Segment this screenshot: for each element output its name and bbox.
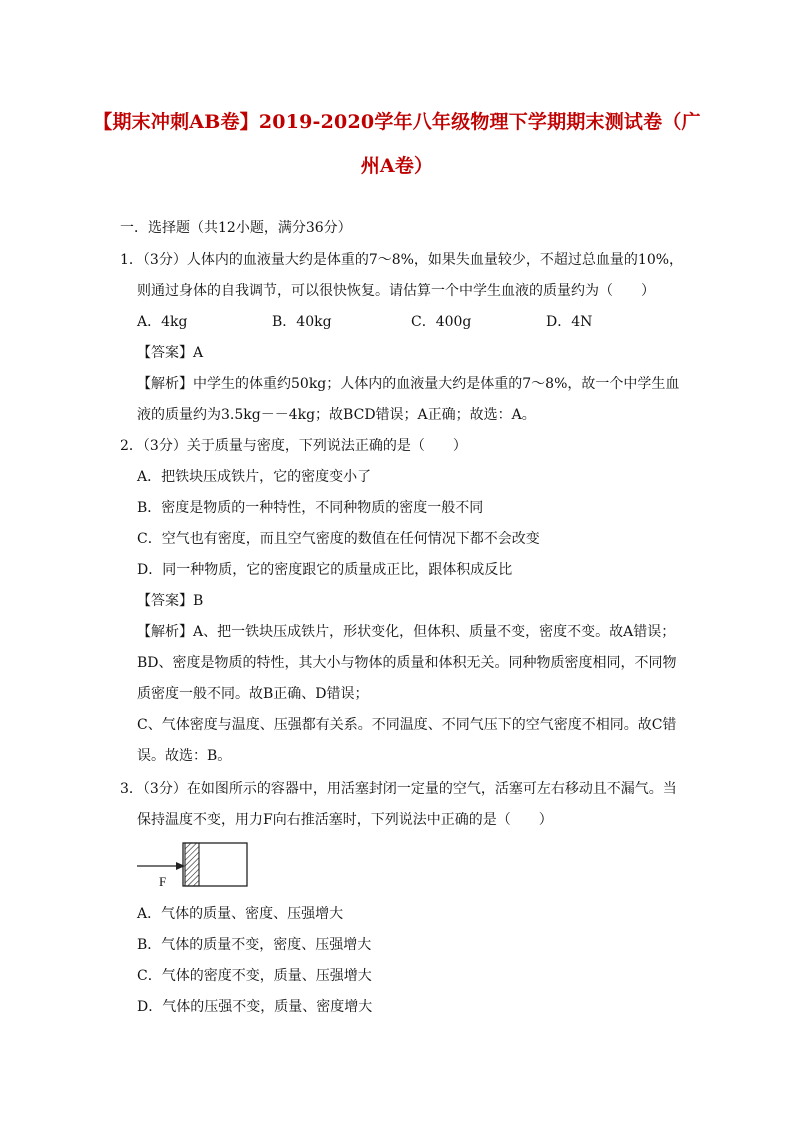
q3-option-c: C．气体的密度不变，质量、压强增大 — [137, 968, 372, 984]
q2-analysis-line-4: C、气体密度与温度、压强都有关系。不同温度、不同气压下的空气密度不相同。故C错 — [137, 717, 677, 733]
q1-option-c: C．400g — [411, 314, 472, 330]
q3-option-a: A．气体的质量、密度、压强增大 — [137, 906, 344, 922]
q1-analysis-line-2: 液的质量约为3.5kg－－4kg；故BCD错误；A正确；故选：A。 — [137, 407, 536, 423]
q2-option-b: B．密度是物质的一种特性，不同种物质的密度一般不同 — [137, 500, 484, 516]
piston-container-diagram — [135, 842, 250, 890]
exam-title — [90, 100, 704, 188]
exam-title-line-2: 州A卷） — [360, 155, 434, 177]
piston — [185, 843, 199, 886]
q1-stem-line-1: 1．（3分）人体内的血液量大约是体重的7～8%，如果失血量较少，不超过总血量的10%， — [120, 252, 684, 268]
q1-option-a: A．4kg — [137, 314, 188, 330]
q2-stem: 2．（3分）关于质量与密度，下列说法正确的是（ ） — [120, 438, 467, 454]
q2-analysis-line-1: 【解析】A、把一铁块压成铁片，形状变化，但体积、质量不变，密度不变。故A错误； — [137, 624, 676, 640]
section-heading: 一．选择题（共12小题，满分36分） — [120, 220, 352, 236]
q1-option-b: B．40kg — [272, 314, 332, 330]
q3-stem-line-2: 保持温度不变，用力F向右推活塞时，下列说法中正确的是（ ） — [137, 812, 553, 828]
exam-title-line-1: 【期末冲刺AB卷】2019-2020学年八年级物理下学期期末测试卷（广 — [93, 111, 701, 133]
q3-option-d: D．气体的压强不变，质量、密度增大 — [137, 999, 373, 1015]
q1-answer: 【答案】A — [137, 345, 204, 361]
q3-stem-line-1: 3．（3分）在如图所示的容器中，用活塞封闭一定量的空气，活塞可左右移动且不漏气。当 — [120, 781, 677, 797]
q2-option-a: A．把铁块压成铁片，它的密度变小了 — [137, 469, 372, 485]
q2-answer: 【答案】B — [137, 593, 204, 609]
q1-analysis-line-1: 【解析】中学生的体重约50kg；人体内的血液量大约是体重的7～8%，故一个中学生血 — [137, 376, 680, 392]
q3-option-b: B．气体的质量不变，密度、压强增大 — [137, 937, 372, 953]
force-label: F — [159, 874, 167, 889]
q2-option-d: D．同一种物质，它的密度跟它的质量成正比，跟体积成反比 — [137, 562, 513, 578]
q2-option-c: C．空气也有密度，而且空气密度的数值在任何情况下都不会改变 — [137, 531, 540, 547]
q1-option-d: D．4N — [546, 314, 593, 330]
q2-analysis-line-3: 质密度一般不同。故B正确、D错误； — [137, 686, 369, 702]
q2-analysis-line-2: BD、密度是物质的特性，其大小与物体的质量和体积无关。同种物质密度相同，不同物 — [137, 655, 677, 671]
q1-stem-line-2: 则通过身体的自我调节，可以很快恢复。请估算一个中学生血液的质量约为（ ） — [137, 283, 655, 299]
q2-analysis-line-5: 误。故选：B。 — [137, 748, 232, 764]
